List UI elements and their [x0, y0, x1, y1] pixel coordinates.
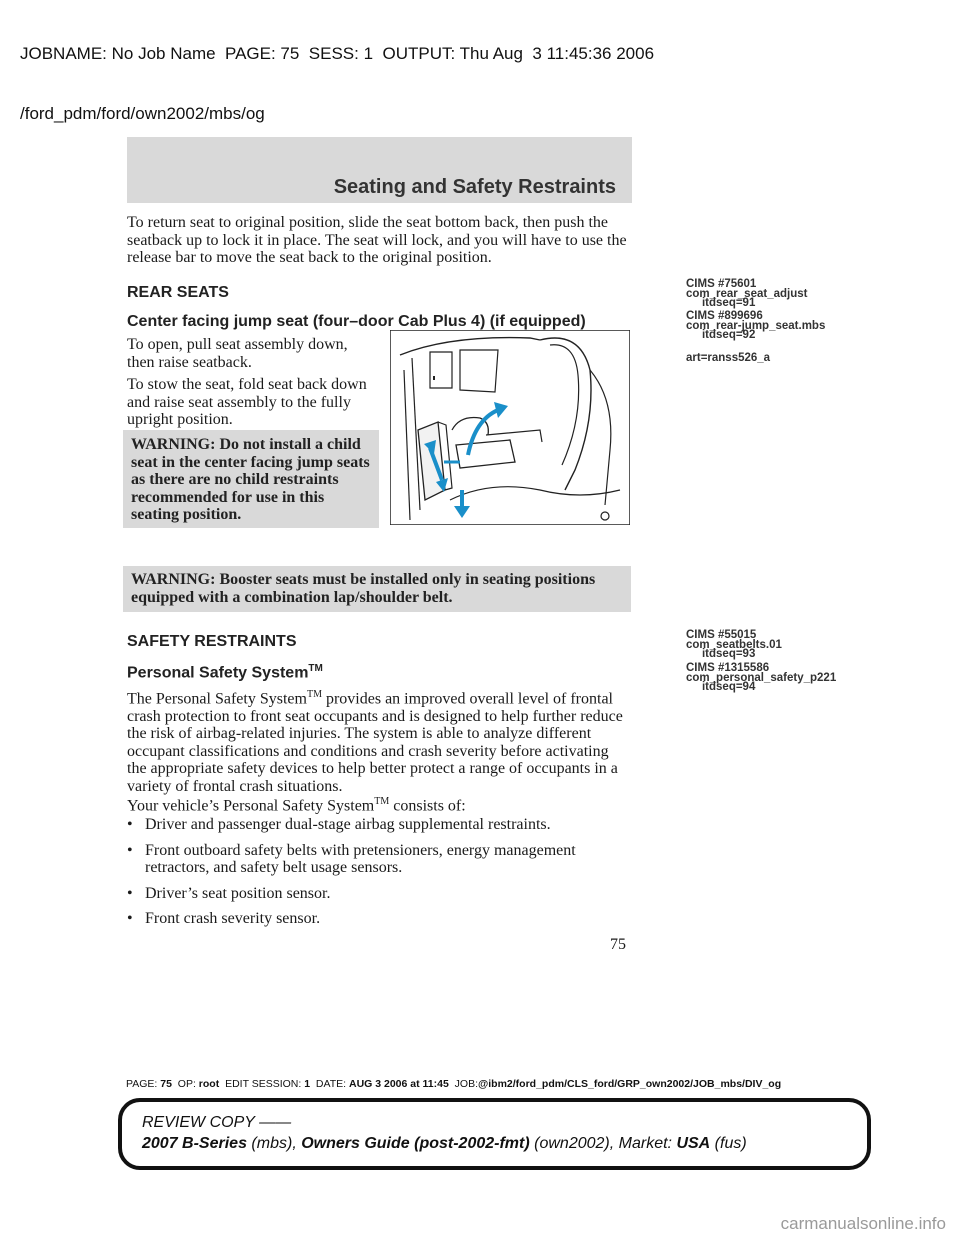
job-header-line2: /ford_pdm/ford/own2002/mbs/og	[20, 104, 265, 123]
section-header-band	[127, 137, 632, 203]
footer-op-label: OP:	[177, 1078, 196, 1090]
jump-seat-illustration	[390, 330, 630, 525]
job-header-line1: JOBNAME: No Job Name PAGE: 75 SESS: 1 OUTPUT: Thu Aug 3 11:45:36 2006	[20, 44, 655, 63]
list-item: • Driver’s seat position sensor.	[127, 885, 632, 903]
safety-restraints-heading: SAFETY RESTRAINTS	[127, 633, 297, 650]
margin-note-cims-899696: CIMS #899696 com_rear-jump_seat.mbs itdseq=92	[686, 310, 826, 341]
review-copy-label: REVIEW COPY ——	[142, 1114, 292, 1131]
footer-date-value: AUG 3 2006 at 11:45	[349, 1078, 449, 1090]
review-market-code: (fus)	[714, 1135, 747, 1152]
review-guide: Owners Guide (post-2002-fmt)	[301, 1135, 530, 1152]
watermark: carmanualsonline.info	[780, 1214, 946, 1233]
booster-warning-box	[123, 566, 631, 612]
child-seat-warning-text: WARNING: Do not install a child seat in the center facing jump seats as there are no child restraints recommended for use in this seating position.	[131, 436, 370, 523]
system-consists-paragraph	[127, 793, 632, 815]
jump-seat-open-paragraph: To open, pull seat assembly down, then raise seatback.	[127, 336, 348, 371]
footer-date-label: DATE:	[315, 1078, 347, 1090]
review-market-label: Market:	[618, 1135, 672, 1152]
footer-edit-label: EDIT SESSION:	[225, 1078, 302, 1090]
footer-page-value: 75	[160, 1078, 172, 1090]
job-header	[20, 4, 654, 144]
footer-job-label: JOB:	[454, 1078, 478, 1090]
trademark-mark: TM	[308, 663, 323, 674]
list-item: • Front crash severity sensor.	[127, 910, 632, 928]
personal-safety-paragraph-start: The Personal Safety System	[127, 690, 307, 708]
personal-safety-paragraph-rest: provides an improved overall level of frontal crash protection to front seat occupants and is designed to help further reduce the risk of airbag-related injuries. The system is able to analyze different occupant classifications and conditions and crash severity before activating the appropriate safety devices to help better protect a range of occupants in a variety of frontal crash situations.	[127, 690, 623, 795]
footer-job-value: @ibm2/ford_pdm/CLS_ford/GRP_own2002/JOB_mbs/DIV_og	[478, 1078, 782, 1090]
margin-note-cims-1315586: CIMS #1315586 com_personal_safety_p221 itdseq=94	[686, 662, 837, 693]
jump-seat-stow-paragraph: To stow the seat, fold seat back down and raise seat assembly to the fully upright position.	[127, 376, 367, 428]
review-copy-box	[118, 1098, 871, 1170]
safety-components-list	[127, 816, 632, 936]
system-consists-rest: consists of:	[393, 797, 466, 815]
review-market: USA	[676, 1135, 711, 1152]
review-model: 2007 B-Series	[142, 1135, 247, 1152]
personal-safety-paragraph	[127, 686, 632, 795]
footer-page-label: PAGE:	[126, 1078, 158, 1090]
margin-note-cims-55015: CIMS #55015 com_seatbelts.01 itdseq=93	[686, 629, 782, 660]
review-guide-code: (own2002)	[534, 1135, 610, 1152]
footer-op-value: root	[198, 1078, 220, 1090]
page-number: 75	[610, 936, 626, 953]
system-consists-start: Your vehicle’s Personal Safety System	[127, 797, 375, 815]
section-title: Seating and Safety Restraints	[333, 176, 616, 198]
margin-note-cims-75601: CIMS #75601 com_rear_seat_adjust itdseq=91	[686, 278, 808, 309]
review-copy-text	[142, 1112, 747, 1154]
list-item: • Front outboard safety belts with pretensioners, energy management retractors, and safety belt usage sensors.	[127, 842, 632, 877]
trademark-mark: TM	[374, 796, 390, 807]
footer-job-info	[126, 1078, 781, 1090]
child-seat-warning-box	[123, 430, 379, 528]
rear-seats-heading: REAR SEATS	[127, 284, 229, 301]
booster-warning-text: WARNING: Booster seats must be installed only in seating positions equipped with a combination lap/shoulder belt.	[131, 571, 596, 606]
list-item: • Driver and passenger dual-stage airbag supplemental restraints.	[127, 816, 632, 834]
trademark-mark: TM	[306, 689, 322, 700]
review-model-code: (mbs)	[251, 1135, 293, 1152]
personal-safety-subheading-text: Personal Safety System	[127, 664, 309, 682]
jump-seat-subheading: Center facing jump seat (four–door Cab Plus 4) (if equipped)	[127, 313, 586, 330]
review-copy-details: 2007 B-Series (mbs), Owners Guide (post-2002-fmt) (own2002), Market: USA (fus)	[142, 1135, 747, 1152]
personal-safety-subheading	[127, 663, 323, 682]
intro-paragraph: To return seat to original position, slide the seat bottom back, then push the seatback up to lock it in place. The seat will lock, and you will have to use the release bar to move the seat back to the original position.	[127, 214, 627, 266]
margin-note-art: art=ranss526_a	[686, 352, 771, 364]
footer-edit-value: 1	[304, 1078, 311, 1090]
